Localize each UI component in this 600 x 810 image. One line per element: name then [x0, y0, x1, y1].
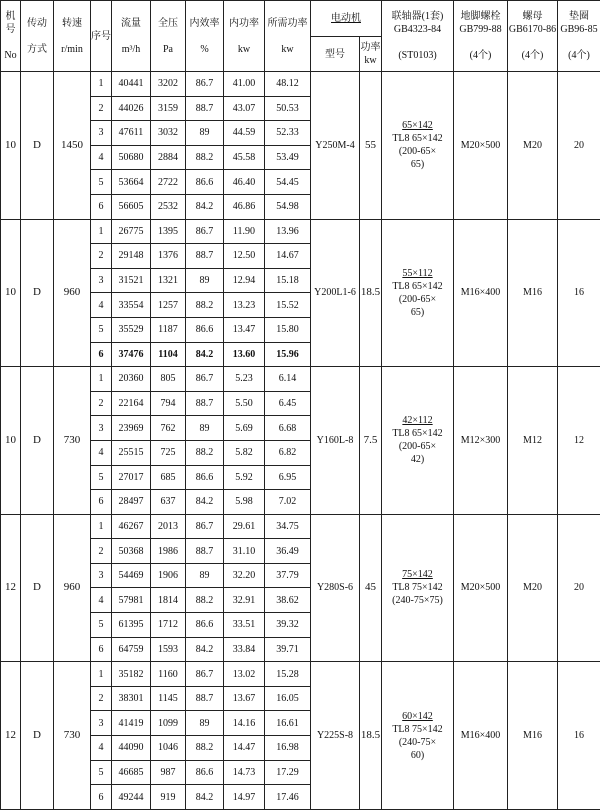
internal-power-cell: 12.94	[224, 268, 265, 293]
seq-cell: 2	[91, 244, 112, 269]
nut-cell: M16	[508, 662, 558, 810]
required-power-cell: 17.46	[265, 785, 311, 810]
required-power-cell: 13.96	[265, 219, 311, 244]
coupling-line: 60)	[411, 750, 424, 761]
required-power-cell: 15.18	[265, 268, 311, 293]
motor-model-cell: Y200L1-6	[311, 219, 360, 367]
flow-cell: 23969	[112, 416, 151, 441]
internal-power-cell: 41.00	[224, 72, 265, 97]
flow-cell: 49244	[112, 785, 151, 810]
drive-cell: D	[21, 514, 54, 662]
seq-cell: 2	[91, 539, 112, 564]
pressure-cell: 987	[151, 760, 186, 785]
anchor-bolt-cell: M20×500	[454, 514, 508, 662]
efficiency-cell: 88.7	[186, 391, 224, 416]
efficiency-cell: 86.6	[186, 465, 224, 490]
efficiency-cell: 86.6	[186, 317, 224, 342]
flow-cell: 47611	[112, 121, 151, 146]
required-power-cell: 54.98	[265, 194, 311, 219]
header-row-1	[1, 1, 600, 37]
speed-cell: 960	[54, 219, 91, 367]
seq-cell: 1	[91, 367, 112, 392]
flow-cell: 22164	[112, 391, 151, 416]
efficiency-cell: 84.2	[186, 785, 224, 810]
pressure-cell: 1160	[151, 662, 186, 687]
seq-cell: 3	[91, 121, 112, 146]
efficiency-cell: 86.7	[186, 72, 224, 97]
efficiency-cell: 88.2	[186, 293, 224, 318]
efficiency-cell: 89	[186, 121, 224, 146]
internal-power-cell: 13.02	[224, 662, 265, 687]
pressure-cell: 794	[151, 391, 186, 416]
required-power-cell: 15.96	[265, 342, 311, 367]
efficiency-cell: 88.2	[186, 588, 224, 613]
coupling-cell	[382, 72, 454, 220]
pressure-cell: 3159	[151, 96, 186, 121]
required-power-cell: 52.33	[265, 121, 311, 146]
seq-cell: 6	[91, 342, 112, 367]
motor-model-cell: Y225S-8	[311, 662, 360, 810]
seq-cell: 1	[91, 72, 112, 97]
coupling-line: 75×142	[402, 569, 433, 580]
efficiency-cell: 88.7	[186, 686, 224, 711]
header-speed: 转速 r/min	[54, 1, 91, 72]
flow-cell: 25515	[112, 440, 151, 465]
table-row	[1, 219, 600, 244]
flow-cell: 31521	[112, 268, 151, 293]
table-row	[1, 367, 600, 392]
header-motor: 电动机	[311, 1, 382, 37]
internal-power-cell: 12.50	[224, 244, 265, 269]
seq-cell: 5	[91, 465, 112, 490]
flow-cell: 35182	[112, 662, 151, 687]
coupling-line: (200-65×	[399, 294, 436, 305]
coupling-line: TL8 65×142	[392, 133, 442, 144]
internal-power-cell: 14.73	[224, 760, 265, 785]
efficiency-cell: 89	[186, 563, 224, 588]
required-power-cell: 15.52	[265, 293, 311, 318]
required-power-cell: 16.98	[265, 736, 311, 761]
internal-power-cell: 5.92	[224, 465, 265, 490]
speed-cell: 730	[54, 662, 91, 810]
drive-cell: D	[21, 367, 54, 515]
pressure-cell: 1395	[151, 219, 186, 244]
internal-power-cell: 5.82	[224, 440, 265, 465]
efficiency-cell: 88.2	[186, 145, 224, 170]
internal-power-cell: 13.67	[224, 686, 265, 711]
flow-cell: 20360	[112, 367, 151, 392]
speed-cell: 960	[54, 514, 91, 662]
nut-cell: M20	[508, 72, 558, 220]
washer-cell: 20	[558, 514, 600, 662]
seq-cell: 5	[91, 170, 112, 195]
pressure-cell: 1187	[151, 317, 186, 342]
pressure-cell: 1593	[151, 637, 186, 662]
pressure-cell: 1321	[151, 268, 186, 293]
motor-power-cell: 18.5	[360, 662, 382, 810]
coupling-line: TL8 65×142	[392, 281, 442, 292]
washer-cell: 16	[558, 219, 600, 367]
flow-cell: 41419	[112, 711, 151, 736]
flow-cell: 27017	[112, 465, 151, 490]
seq-cell: 6	[91, 194, 112, 219]
internal-power-cell: 5.69	[224, 416, 265, 441]
required-power-cell: 37.79	[265, 563, 311, 588]
seq-cell: 5	[91, 613, 112, 638]
internal-power-cell: 14.47	[224, 736, 265, 761]
coupling-line: (200-65×	[399, 441, 436, 452]
efficiency-cell: 88.7	[186, 244, 224, 269]
coupling-line: 55×112	[402, 268, 432, 279]
header-required-power: 所需功率 kw	[265, 1, 311, 72]
coupling-line: 65)	[411, 159, 424, 170]
efficiency-cell: 86.7	[186, 514, 224, 539]
internal-power-cell: 14.97	[224, 785, 265, 810]
pressure-cell: 1376	[151, 244, 186, 269]
internal-power-cell: 45.58	[224, 145, 265, 170]
efficiency-cell: 89	[186, 711, 224, 736]
speed-cell: 730	[54, 367, 91, 515]
washer-cell: 20	[558, 72, 600, 220]
header-drive: 传动 方式	[21, 1, 54, 72]
internal-power-cell: 33.51	[224, 613, 265, 638]
table-row	[1, 662, 600, 687]
motor-model-cell: Y160L-8	[311, 367, 360, 515]
required-power-cell: 6.95	[265, 465, 311, 490]
seq-cell: 1	[91, 219, 112, 244]
efficiency-cell: 84.2	[186, 637, 224, 662]
coupling-cell	[382, 367, 454, 515]
required-power-cell: 15.80	[265, 317, 311, 342]
coupling-cell	[382, 219, 454, 367]
header-efficiency: 内效率 %	[186, 1, 224, 72]
required-power-cell: 38.62	[265, 588, 311, 613]
internal-power-cell: 32.91	[224, 588, 265, 613]
coupling-cell	[382, 662, 454, 810]
fan-no-cell: 10	[1, 219, 21, 367]
pressure-cell: 1099	[151, 711, 186, 736]
flow-cell: 33554	[112, 293, 151, 318]
required-power-cell: 39.32	[265, 613, 311, 638]
internal-power-cell: 31.10	[224, 539, 265, 564]
required-power-cell: 16.05	[265, 686, 311, 711]
header-nut: 螺母 GB6170-86 (4个)	[508, 1, 558, 72]
efficiency-cell: 86.7	[186, 662, 224, 687]
table-body	[1, 1, 600, 810]
internal-power-cell: 5.98	[224, 490, 265, 515]
header-washer: 垫圈 GB96-85 (4个)	[558, 1, 600, 72]
required-power-cell: 48.12	[265, 72, 311, 97]
coupling-cell	[382, 514, 454, 662]
seq-cell: 4	[91, 145, 112, 170]
pressure-cell: 2884	[151, 145, 186, 170]
flow-cell: 54469	[112, 563, 151, 588]
nut-cell: M20	[508, 514, 558, 662]
seq-cell: 3	[91, 711, 112, 736]
required-power-cell: 54.45	[265, 170, 311, 195]
efficiency-cell: 84.2	[186, 342, 224, 367]
required-power-cell: 6.14	[265, 367, 311, 392]
header-anchor-bolt: 地脚螺栓 GB799-88 (4个)	[454, 1, 508, 72]
efficiency-cell: 84.2	[186, 490, 224, 515]
coupling-line: (240-75×	[399, 737, 436, 748]
internal-power-cell: 11.90	[224, 219, 265, 244]
efficiency-cell: 88.7	[186, 96, 224, 121]
seq-cell: 2	[91, 686, 112, 711]
required-power-cell: 6.45	[265, 391, 311, 416]
efficiency-cell: 88.2	[186, 440, 224, 465]
required-power-cell: 16.61	[265, 711, 311, 736]
flow-cell: 57981	[112, 588, 151, 613]
efficiency-cell: 89	[186, 268, 224, 293]
pressure-cell: 762	[151, 416, 186, 441]
seq-cell: 6	[91, 490, 112, 515]
internal-power-cell: 5.23	[224, 367, 265, 392]
pressure-cell: 1906	[151, 563, 186, 588]
efficiency-cell: 86.7	[186, 367, 224, 392]
flow-cell: 64759	[112, 637, 151, 662]
coupling-line: (200-65×	[399, 146, 436, 157]
pressure-cell: 637	[151, 490, 186, 515]
seq-cell: 5	[91, 317, 112, 342]
seq-cell: 6	[91, 785, 112, 810]
coupling-line: TL8 65×142	[392, 428, 442, 439]
required-power-cell: 14.67	[265, 244, 311, 269]
seq-cell: 3	[91, 268, 112, 293]
header-motor-model: 型号	[311, 37, 360, 72]
nut-cell: M16	[508, 219, 558, 367]
flow-cell: 50368	[112, 539, 151, 564]
table-row	[1, 514, 600, 539]
coupling-line: 60×142	[402, 711, 433, 722]
seq-cell: 4	[91, 440, 112, 465]
efficiency-cell: 86.6	[186, 170, 224, 195]
coupling-line: (240-75×75)	[392, 595, 443, 606]
seq-cell: 2	[91, 96, 112, 121]
seq-cell: 4	[91, 736, 112, 761]
washer-cell: 16	[558, 662, 600, 810]
seq-cell: 1	[91, 662, 112, 687]
table-row	[1, 72, 600, 97]
coupling-line: TL8 75×142	[392, 724, 442, 735]
efficiency-cell: 86.7	[186, 219, 224, 244]
flow-cell: 61395	[112, 613, 151, 638]
flow-cell: 44090	[112, 736, 151, 761]
fan-no-cell: 10	[1, 367, 21, 515]
efficiency-cell: 84.2	[186, 194, 224, 219]
pressure-cell: 1986	[151, 539, 186, 564]
fan-no-cell: 10	[1, 72, 21, 220]
efficiency-cell: 89	[186, 416, 224, 441]
internal-power-cell: 32.20	[224, 563, 265, 588]
pressure-cell: 3202	[151, 72, 186, 97]
required-power-cell: 6.68	[265, 416, 311, 441]
internal-power-cell: 46.86	[224, 194, 265, 219]
coupling-line: 65)	[411, 307, 424, 318]
pressure-cell: 1814	[151, 588, 186, 613]
efficiency-cell: 86.6	[186, 760, 224, 785]
motor-power-cell: 18.5	[360, 219, 382, 367]
flow-cell: 46685	[112, 760, 151, 785]
pressure-cell: 1104	[151, 342, 186, 367]
header-pressure: 全压 Pa	[151, 1, 186, 72]
seq-cell: 2	[91, 391, 112, 416]
flow-cell: 44026	[112, 96, 151, 121]
seq-cell: 4	[91, 293, 112, 318]
washer-cell: 12	[558, 367, 600, 515]
seq-cell: 1	[91, 514, 112, 539]
fan-no-cell: 12	[1, 514, 21, 662]
coupling-line: 65×142	[402, 120, 433, 131]
motor-power-cell: 45	[360, 514, 382, 662]
flow-cell: 35529	[112, 317, 151, 342]
drive-cell: D	[21, 72, 54, 220]
flow-cell: 38301	[112, 686, 151, 711]
coupling-line: 42)	[411, 454, 424, 465]
pressure-cell: 1046	[151, 736, 186, 761]
header-internal-power: 内功率 kw	[224, 1, 265, 72]
required-power-cell: 53.49	[265, 145, 311, 170]
flow-cell: 37476	[112, 342, 151, 367]
pressure-cell: 685	[151, 465, 186, 490]
anchor-bolt-cell: M16×400	[454, 219, 508, 367]
flow-cell: 53664	[112, 170, 151, 195]
motor-power-cell: 55	[360, 72, 382, 220]
pressure-cell: 725	[151, 440, 186, 465]
drive-cell: D	[21, 662, 54, 810]
internal-power-cell: 5.50	[224, 391, 265, 416]
required-power-cell: 6.82	[265, 440, 311, 465]
motor-power-cell: 7.5	[360, 367, 382, 515]
anchor-bolt-cell: M20×500	[454, 72, 508, 220]
required-power-cell: 17.29	[265, 760, 311, 785]
speed-cell: 1450	[54, 72, 91, 220]
flow-cell: 26775	[112, 219, 151, 244]
flow-cell: 46267	[112, 514, 151, 539]
required-power-cell: 7.02	[265, 490, 311, 515]
flow-cell: 40441	[112, 72, 151, 97]
flow-cell: 28497	[112, 490, 151, 515]
pressure-cell: 919	[151, 785, 186, 810]
fan-no-cell: 12	[1, 662, 21, 810]
header-seq: 序号	[91, 1, 112, 72]
seq-cell: 4	[91, 588, 112, 613]
internal-power-cell: 43.07	[224, 96, 265, 121]
seq-cell: 3	[91, 563, 112, 588]
header-motor-power: 功率 kw	[360, 37, 382, 72]
required-power-cell: 15.28	[265, 662, 311, 687]
required-power-cell: 50.53	[265, 96, 311, 121]
anchor-bolt-cell: M16×400	[454, 662, 508, 810]
header-flow: 流量 m³/h	[112, 1, 151, 72]
motor-model-cell: Y280S-6	[311, 514, 360, 662]
pressure-cell: 3032	[151, 121, 186, 146]
nut-cell: M12	[508, 367, 558, 515]
coupling-line: TL8 75×142	[392, 582, 442, 593]
pressure-cell: 2013	[151, 514, 186, 539]
pressure-cell: 1712	[151, 613, 186, 638]
internal-power-cell: 14.16	[224, 711, 265, 736]
required-power-cell: 34.75	[265, 514, 311, 539]
internal-power-cell: 33.84	[224, 637, 265, 662]
seq-cell: 3	[91, 416, 112, 441]
internal-power-cell: 44.59	[224, 121, 265, 146]
pressure-cell: 1257	[151, 293, 186, 318]
pressure-cell: 805	[151, 367, 186, 392]
efficiency-cell: 88.7	[186, 539, 224, 564]
flow-cell: 56605	[112, 194, 151, 219]
coupling-line: 42×112	[402, 415, 432, 426]
seq-cell: 5	[91, 760, 112, 785]
internal-power-cell: 13.47	[224, 317, 265, 342]
seq-cell: 6	[91, 637, 112, 662]
drive-cell: D	[21, 219, 54, 367]
header-coupling: 联轴器(1套) GB4323-84 (ST0103)	[382, 1, 454, 72]
efficiency-cell: 86.6	[186, 613, 224, 638]
internal-power-cell: 13.23	[224, 293, 265, 318]
anchor-bolt-cell: M12×300	[454, 367, 508, 515]
flow-cell: 50680	[112, 145, 151, 170]
internal-power-cell: 29.61	[224, 514, 265, 539]
motor-model-cell: Y250M-4	[311, 72, 360, 220]
pressure-cell: 2532	[151, 194, 186, 219]
pressure-cell: 1145	[151, 686, 186, 711]
header-jihao: 机号 No	[1, 1, 21, 72]
efficiency-cell: 88.2	[186, 736, 224, 761]
required-power-cell: 36.49	[265, 539, 311, 564]
pressure-cell: 2722	[151, 170, 186, 195]
internal-power-cell: 46.40	[224, 170, 265, 195]
internal-power-cell: 13.60	[224, 342, 265, 367]
flow-cell: 29148	[112, 244, 151, 269]
required-power-cell: 39.71	[265, 637, 311, 662]
